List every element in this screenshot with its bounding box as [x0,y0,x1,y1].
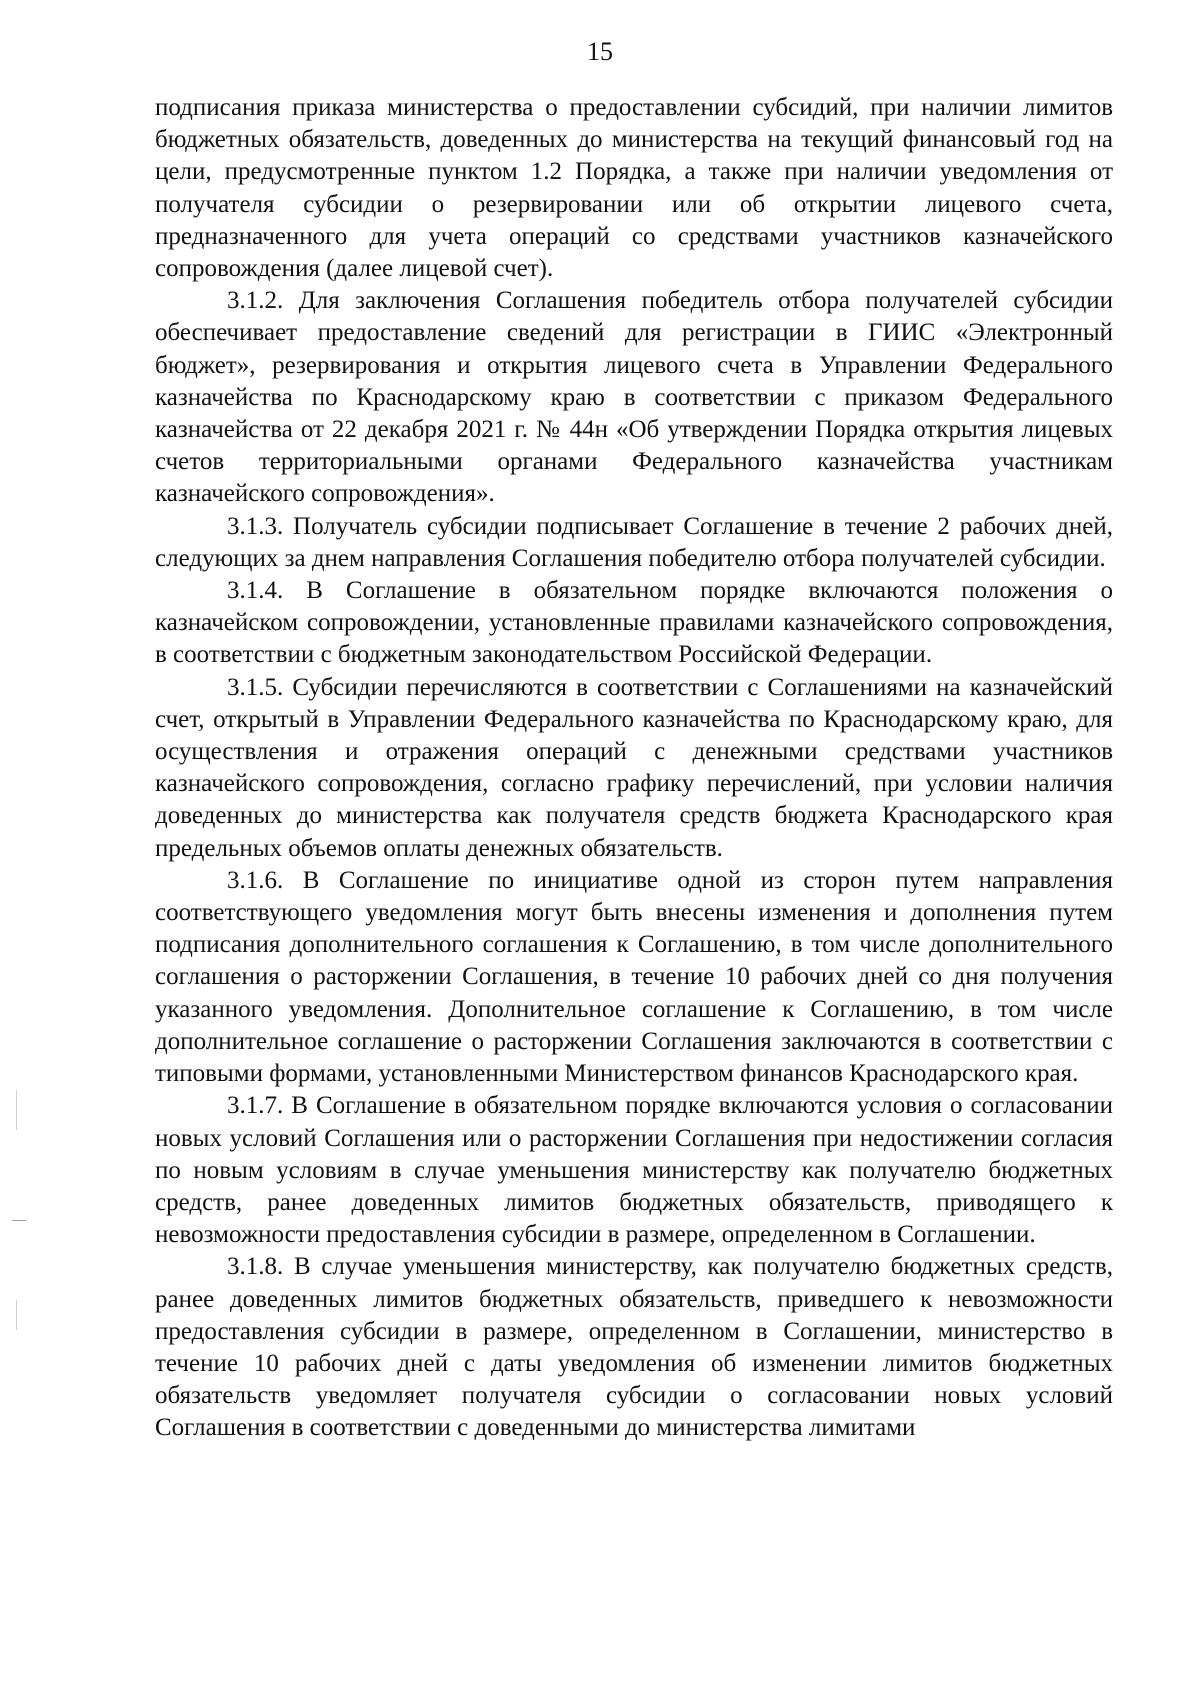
paragraph-3-1-6: 3.1.6. В Соглашение по инициативе одной из сторон путем направления соответствующего уведомления могут быть внесены изменения и дополнения путем подписания дополнительного соглашения к Соглашению, в том числе дополнительного соглашения о расторжении Соглашения, в течение 10 рабочих дней со дня получения указанного уведомления. Дополнительное соглашение к Соглашению, в том числе дополнительное соглашение о расторжении Соглашения заключаются в соответствии с типовыми формами, установленными Министерством финансов Краснодарского края. [155,866,1113,1088]
paragraph-3-1-2: 3.1.2. Для заключения Соглашения победитель отбора получателей субсидии обеспечивает предоставление сведений для регистрации в ГИИС «Электронный бюджет», резервирования и открытия лицевого счета в Управлении Федерального казначейства по Краснодарскому краю в соответствии с приказом Федерального казначейства от 22 декабря 2021 г. № 44н «Об утверждении Порядка открытия лицевых счетов территориальными органами Федерального казначейства участникам казначейского сопровождения». [155,287,1113,508]
scan-artifact-mark [12,1220,26,1221]
page-number: 15 [587,37,613,66]
scan-artifact-mark [16,1090,17,1130]
paragraph-3-1-3: 3.1.3. Получатель субсидии подписывает Соглашение в течение 2 рабочих дней, следующих за днем направления Соглашения победителю отбора получателей субсидии. [155,512,1113,572]
paragraph-3-1-4: 3.1.4. В Соглашение в обязательном порядке включаются положения о казначейском сопровождении, установленные правилами казначейского сопровождения, в соответствии с бюджетным законодательством Российской Федерации. [155,577,1113,669]
paragraph-3-1-5: 3.1.5. Субсидии перечисляются в соответствии с Соглашениями на казначейский счет, открытый в Управлении Федерального казначейства по Краснодарскому краю, для осуществления и отражения операций с денежными средствами участников казначейского сопровождения, согласно графику перечислений, при условии наличия доведенных до министерства как получателя средств бюджета Краснодарского края предельных объемов оплаты денежных обязательств. [155,673,1113,862]
paragraph-3-1-8: 3.1.8. В случае уменьшения министерству, как получателю бюджетных средств, ранее доведенных лимитов бюджетных обязательств, приведшего к невозможности предоставления субсидии в размере, определенном в Соглашении, министерство в течение 10 рабочих дней с даты уведомления об изменении лимитов бюджетных обязательств уведомляет получателя субсидии о согласовании новых условий Соглашения в соответствии с доведенными до министерства лимитами [155,1253,1113,1442]
paragraph-continuation: подписания приказа министерства о предоставлении субсидий, при наличии лимитов бюджетных обязательств, доведенных до министерства на текущий финансовый год на цели, предусмотренные пунктом 1.2 Порядка, а также при наличии уведомления от получателя субсидии о резервировании или об открытии лицевого счета, предназначенного для учета операций со средствами участников казначейского сопровождения (далее лицевой счет). [155,94,1113,283]
paragraph-3-1-7: 3.1.7. В Соглашение в обязательном порядке включаются условия о согласовании новых условий Соглашения или о расторжении Соглашения при недостижении согласия по новым условиям в случае уменьшения министерству как получателю бюджетных средств, ранее доведенных лимитов бюджетных обязательств, приводящего к невозможности предоставления субсидии в размере, определенном в Соглашении. [155,1092,1113,1249]
document-body [155,92,1113,1445]
scan-artifact-mark [16,1300,17,1330]
